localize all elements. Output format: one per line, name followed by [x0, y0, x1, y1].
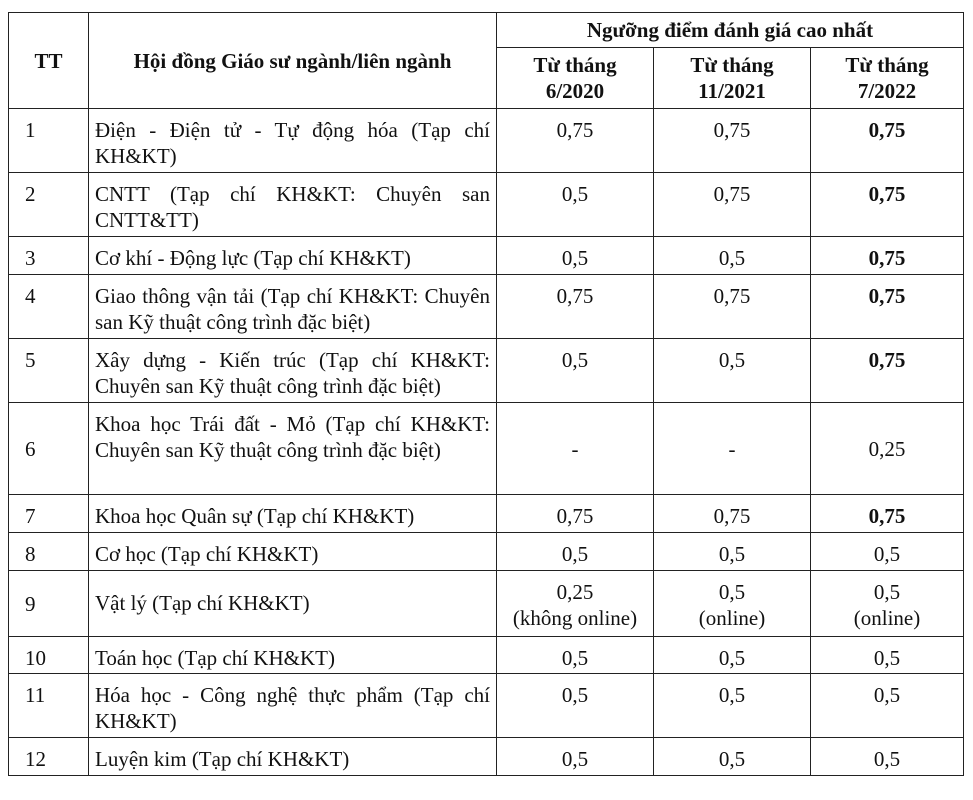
council-name: Khoa học Trái đất - Mỏ (Tạp chí KH&KT: Chuyên san Kỹ thuật công trình đặc biệt): [89, 403, 497, 495]
threshold-value-2: [654, 495, 811, 533]
row-number: 10: [9, 637, 89, 674]
header-threshold: Ngưỡng điểm đánh giá cao nhất: [497, 13, 964, 48]
row-number: 8: [9, 533, 89, 571]
threshold-value-2: [654, 173, 811, 237]
value-text: -: [571, 436, 579, 461]
value-text: 0,75: [868, 246, 906, 270]
value-text: 0,75: [713, 504, 751, 528]
header-tt: TT: [9, 13, 89, 109]
value-text: 0,5: [561, 246, 589, 270]
value-text: 0,5: [561, 182, 589, 206]
value-text: 0,25: [556, 580, 594, 604]
value-text: 0,75: [556, 284, 594, 308]
council-name: Luyện kim (Tạp chí KH&KT): [89, 738, 497, 776]
threshold-value-1: [497, 339, 654, 403]
threshold-value-1: [497, 533, 654, 571]
threshold-value-3: [811, 237, 964, 275]
value-note: (online): [698, 606, 766, 630]
threshold-value-3: [811, 109, 964, 173]
threshold-value-1: [497, 109, 654, 173]
value-text: 0,5: [561, 542, 589, 566]
value-text: 0,75: [556, 504, 594, 528]
value-text: 0,75: [868, 182, 906, 206]
value-text: 0,5: [718, 646, 746, 670]
value-text: 0,75: [868, 284, 906, 308]
threshold-value-2: [654, 533, 811, 571]
threshold-value-1: [497, 275, 654, 339]
header-period-3: Từ tháng 7/2022: [811, 48, 964, 109]
value-text: 0,5: [873, 747, 901, 771]
threshold-value-2: [654, 674, 811, 738]
threshold-value-1: [497, 571, 654, 637]
threshold-value-3: [811, 637, 964, 674]
table-row: [9, 275, 964, 339]
row-number: 1: [9, 109, 89, 173]
value-text: 0,5: [873, 683, 901, 707]
threshold-value-1: [497, 637, 654, 674]
threshold-value-1: [497, 403, 654, 495]
value-text: 0,5: [718, 246, 746, 270]
table-row: [9, 173, 964, 237]
row-number: 4: [9, 275, 89, 339]
value-text: 0,5: [718, 747, 746, 771]
threshold-value-2: [654, 637, 811, 674]
threshold-value-1: [497, 173, 654, 237]
threshold-value-2: [654, 237, 811, 275]
council-name: Cơ học (Tạp chí KH&KT): [89, 533, 497, 571]
row-number: 7: [9, 495, 89, 533]
row-number: 5: [9, 339, 89, 403]
threshold-value-3: [811, 533, 964, 571]
threshold-value-3: [811, 571, 964, 637]
value-text: 0,75: [713, 118, 751, 142]
table-row: [9, 674, 964, 738]
council-name: Cơ khí - Động lực (Tạp chí KH&KT): [89, 237, 497, 275]
value-text: 0,75: [713, 182, 751, 206]
threshold-value-2: [654, 738, 811, 776]
threshold-value-3: [811, 275, 964, 339]
table-row: [9, 237, 964, 275]
value-text: 0,5: [561, 747, 589, 771]
council-name: Hóa học - Công nghệ thực phẩm (Tạp chí KH&KT): [89, 674, 497, 738]
value-text: 0,5: [561, 348, 589, 372]
row-number: 12: [9, 738, 89, 776]
value-text: 0,25: [868, 436, 906, 461]
header-council: Hội đồng Giáo sư ngành/liên ngành: [89, 13, 497, 109]
value-text: 0,75: [556, 118, 594, 142]
value-text: 0,5: [718, 542, 746, 566]
value-text: 0,5: [718, 683, 746, 707]
value-text: 0,5: [561, 646, 589, 670]
row-number: 9: [9, 571, 89, 637]
value-text: 0,5: [873, 646, 901, 670]
threshold-value-2: [654, 339, 811, 403]
row-number: 6: [9, 403, 89, 495]
value-text: 0,5: [873, 580, 901, 604]
council-name: Toán học (Tạp chí KH&KT): [89, 637, 497, 674]
value-text: 0,5: [873, 542, 901, 566]
value-text: -: [728, 436, 736, 461]
threshold-value-3: [811, 495, 964, 533]
value-text: 0,75: [868, 348, 906, 372]
threshold-value-3: [811, 403, 964, 495]
value-note: (không online): [512, 606, 638, 630]
value-text: 0,5: [561, 683, 589, 707]
threshold-table: [8, 12, 964, 776]
table-row: [9, 738, 964, 776]
threshold-value-3: [811, 339, 964, 403]
value-text: 0,5: [718, 580, 746, 604]
threshold-value-3: [811, 173, 964, 237]
threshold-value-1: [497, 495, 654, 533]
value-text: 0,75: [868, 504, 906, 528]
threshold-value-3: [811, 674, 964, 738]
table-row: [9, 637, 964, 674]
threshold-value-3: [811, 738, 964, 776]
threshold-value-1: [497, 674, 654, 738]
table-row: [9, 403, 964, 495]
value-text: 0,5: [718, 348, 746, 372]
threshold-value-2: [654, 571, 811, 637]
council-name: CNTT (Tạp chí KH&KT: Chuyên san CNTT&TT): [89, 173, 497, 237]
council-name: Xây dựng - Kiến trúc (Tạp chí KH&KT: Chuyên san Kỹ thuật công trình đặc biệt): [89, 339, 497, 403]
table-row: [9, 495, 964, 533]
header-period-2: Từ tháng 11/2021: [654, 48, 811, 109]
value-note: (online): [853, 606, 921, 630]
table-row: [9, 571, 964, 637]
threshold-value-2: [654, 275, 811, 339]
value-text: 0,75: [713, 284, 751, 308]
table-row: [9, 339, 964, 403]
threshold-value-2: [654, 403, 811, 495]
table-body: [9, 109, 964, 776]
row-number: 3: [9, 237, 89, 275]
threshold-value-1: [497, 237, 654, 275]
council-name: Giao thông vận tải (Tạp chí KH&KT: Chuyên san Kỹ thuật công trình đặc biệt): [89, 275, 497, 339]
threshold-value-2: [654, 109, 811, 173]
row-number: 2: [9, 173, 89, 237]
council-name: Khoa học Quân sự (Tạp chí KH&KT): [89, 495, 497, 533]
header-period-1: Từ tháng 6/2020: [497, 48, 654, 109]
value-text: 0,75: [868, 118, 906, 142]
row-number: 11: [9, 674, 89, 738]
threshold-value-1: [497, 738, 654, 776]
table-row: [9, 109, 964, 173]
council-name: Vật lý (Tạp chí KH&KT): [89, 571, 497, 637]
table-row: [9, 533, 964, 571]
council-name: Điện - Điện tử - Tự động hóa (Tạp chí KH&KT): [89, 109, 497, 173]
